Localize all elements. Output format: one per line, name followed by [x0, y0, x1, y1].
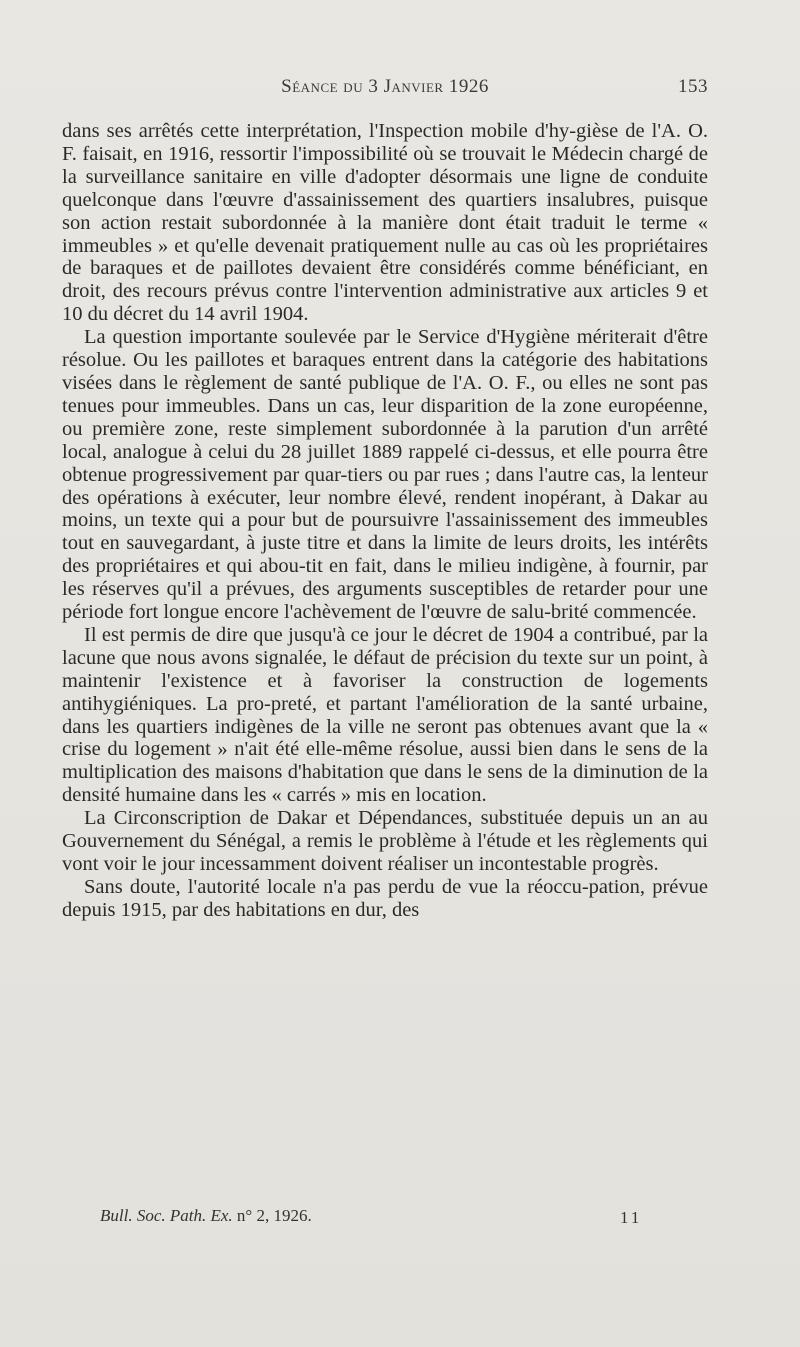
paragraph: La question importante soulevée par le Service d'Hygiène mériterait d'être résolue. Ou les paillotes et baraques entrent dans la catégorie des habitations visées dans le règlement de santé publique de l'A. O. F., ou elles ne sont pas tenues pour immeubles. Dans un cas, leur disparition de la zone européenne, ou première zone, reste simplement subordonnée à la parution d'un arrêté local, analogue à celui du 28 juillet 1889 rappelé ci-dessus, et elle pourra être obtenue progressivement par quar-tiers ou par rues ; dans l'autre cas, la lenteur des opérations à exécuter, leur nombre élevé, rendent inopérant, à Dakar au moins, un texte qui a pour but de poursuivre l'assainissement des immeubles tout en sauvegardant, à juste titre et dans la limite de leurs droits, les intérêts des propriétaires et qui abou-tit en fait, dans le milieu indigène, à fournir, par les réserves qu'il a prévues, des arguments susceptibles de retarder pour une période fort longue encore l'achèvement de l'œuvre de salu-brité commencée. [62, 326, 708, 624]
body-text [62, 120, 708, 922]
signature-mark: 11 [620, 1208, 643, 1227]
footer-citation [100, 1206, 312, 1226]
paragraph: Sans doute, l'autorité locale n'a pas perdu de vue la réoccu-pation, prévue depuis 1915, par des habitations en dur, des [62, 875, 708, 921]
paragraph: Il est permis de dire que jusqu'à ce jour le décret de 1904 a contribué, par la lacune que nous avons signalée, le défaut de précision du texte sur un point, à maintenir l'existence et à favoriser la construction de logements antihygiéniques. La pro-preté, et partant l'amélioration de la santé urbaine, dans les quartiers indigènes de la ville ne seront pas obtenues avant que la « crise du logement » n'ait été elle-même résolue, aussi bien dans le sens de la multiplication des maisons d'habitation que dans le sens de la diminution de la densité humaine dans les « carrés » mis en location. [62, 623, 708, 807]
footer-issue: n° 2, 1926. [236, 1206, 312, 1225]
footer-journal: Bull. Soc. Path. Ex. [100, 1206, 233, 1225]
paragraph: La Circonscription de Dakar et Dépendances, substituée depuis un an au Gouvernement du Sénégal, a remis le problème à l'étude et les règlements qui vont voir le jour incessamment doivent réaliser un incontestable progrès. [62, 807, 708, 875]
running-head [62, 76, 708, 100]
paragraph: dans ses arrêtés cette interprétation, l'Inspection mobile d'hy-gièse de l'A. O. F. faisait, en 1916, ressortir l'impossibilité où se trouvait le Médecin chargé de la surveillance sanitaire en ville d'adopter désormais une ligne de conduite quelconque dans l'œuvre d'assainissement des quartiers insalubres, puisque son action restait subordonnée à la manière dont était traduit le terme « immeubles » et qu'elle devenait pratiquement nulle au cas où les propriétaires de baraques et de paillotes devaient être considérés comme bénéficiant, en droit, des recours prévus contre l'intervention administrative aux articles 9 et 10 du décret du 14 avril 1904. [62, 120, 708, 326]
page-number: 153 [678, 76, 708, 97]
running-head-title: Séance du 3 Janvier 1926 [281, 76, 489, 97]
page-footer [100, 1206, 710, 1230]
